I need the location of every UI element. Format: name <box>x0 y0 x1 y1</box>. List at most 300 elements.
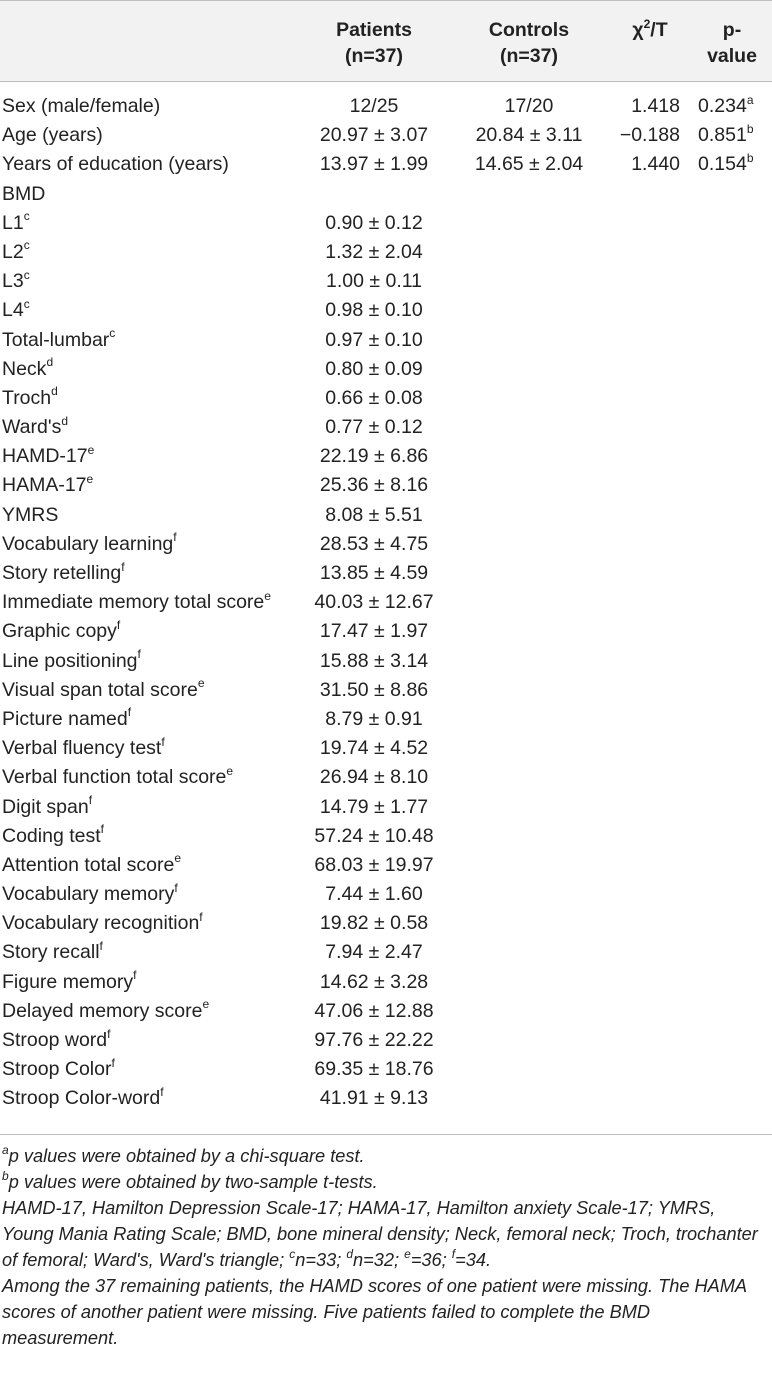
row-label <box>0 734 298 763</box>
row-label <box>0 238 298 267</box>
cell-controls <box>450 267 608 296</box>
header-p-line2: value <box>707 45 757 67</box>
cell-patients-text: 12/25 <box>349 95 399 117</box>
cell-patients <box>298 501 450 530</box>
footnote-a-text: p values were obtained by a chi-square test. <box>8 1145 365 1166</box>
table-row <box>0 471 772 500</box>
footnote-f-text: =34. <box>455 1249 492 1270</box>
cell-patients <box>298 1026 450 1055</box>
table-row <box>0 559 772 588</box>
row-label-text: Age (years) <box>2 124 103 147</box>
footnote-d-marker: d <box>346 1246 354 1261</box>
cell-patients <box>298 530 450 559</box>
cell-patients-text: 20.97 ± 3.07 <box>319 124 429 147</box>
header-blank <box>0 1 298 82</box>
row-label-text: Graphic copy <box>2 620 117 643</box>
cell-patients <box>298 326 450 355</box>
cell-controls <box>450 296 608 325</box>
cell-patients <box>298 413 450 442</box>
cell-patients <box>298 880 450 909</box>
cell-p-value-text: 0.851 <box>698 124 747 147</box>
row-label-text: L1 <box>2 211 24 234</box>
row-label-superscript: e <box>197 676 205 691</box>
cell-p-value <box>692 326 772 355</box>
cell-controls <box>450 647 608 676</box>
cell-statistic <box>608 82 692 122</box>
cell-controls <box>450 617 608 646</box>
cell-controls <box>450 734 608 763</box>
header-patients <box>298 1 450 82</box>
cell-controls <box>450 238 608 267</box>
cell-p-value <box>692 938 772 967</box>
row-label-text: Delayed memory score <box>2 999 203 1022</box>
table-row <box>0 676 772 705</box>
row-label-superscript: f <box>137 647 141 662</box>
row-label <box>0 909 298 938</box>
cell-controls <box>450 530 608 559</box>
cell-controls <box>450 384 608 413</box>
cell-patients <box>298 851 450 880</box>
cell-p-value <box>692 442 772 471</box>
table-body <box>0 82 772 1114</box>
footnote-missing-text: Among the 37 remaining patients, the HAMD scores of one patient were missing. The HAMA scores of another patient were missing. Five patients failed to complete the BMD measurement. <box>2 1275 747 1348</box>
cell-patients-text: 14.62 ± 3.28 <box>319 970 429 993</box>
row-label-superscript: e <box>87 442 95 457</box>
cell-p-value <box>692 530 772 559</box>
row-label <box>0 530 298 559</box>
cell-p-value <box>692 880 772 909</box>
cell-patients-text: 41.91 ± 9.13 <box>319 1087 429 1110</box>
cell-controls <box>450 1084 608 1113</box>
cell-patients <box>298 822 450 851</box>
row-label <box>0 180 298 209</box>
table-row <box>0 588 772 617</box>
cell-controls <box>450 705 608 734</box>
footnote-f-marker: f <box>451 1246 456 1261</box>
cell-statistic <box>608 530 692 559</box>
cell-controls-text: 14.65 ± 2.04 <box>474 153 584 176</box>
footnote-d-text: n=32; <box>353 1249 405 1270</box>
cell-p-value <box>692 909 772 938</box>
table-row <box>0 938 772 967</box>
table-row <box>0 1055 772 1084</box>
row-label <box>0 413 298 442</box>
row-label-text: Verbal fluency test <box>2 737 162 760</box>
cell-patients <box>298 384 450 413</box>
cell-patients-text: 28.53 ± 4.75 <box>319 532 429 555</box>
row-label-superscript: c <box>23 267 30 282</box>
cell-p-value-superscript: a <box>746 92 754 107</box>
row-label-text: Coding test <box>2 824 101 847</box>
cell-statistic-text: −0.188 <box>619 124 680 147</box>
cell-patients <box>298 705 450 734</box>
footnote-c-text: n=33; <box>295 1249 347 1270</box>
cell-statistic <box>608 793 692 822</box>
header-patients-line2: (n=37) <box>345 45 403 67</box>
table-row <box>0 150 772 179</box>
cell-statistic <box>608 763 692 792</box>
cell-controls <box>450 501 608 530</box>
row-label-superscript: e <box>264 588 271 603</box>
footnote-e-text: =36; <box>410 1249 452 1270</box>
cell-controls <box>450 938 608 967</box>
row-label-superscript: c <box>23 296 30 311</box>
row-label <box>0 851 298 880</box>
cell-patients-text: 13.97 ± 1.99 <box>319 153 429 176</box>
row-label <box>0 997 298 1026</box>
cell-statistic <box>608 617 692 646</box>
table-row <box>0 793 772 822</box>
table-row <box>0 1026 772 1055</box>
row-label <box>0 705 298 734</box>
table-row <box>0 267 772 296</box>
cell-controls <box>450 121 608 150</box>
row-label <box>0 822 298 851</box>
cell-controls <box>450 822 608 851</box>
row-label-superscript: f <box>127 705 132 720</box>
row-label-superscript: c <box>109 326 116 340</box>
row-label-text: Story retelling <box>2 562 122 584</box>
row-label <box>0 559 298 588</box>
cell-p-value <box>692 121 772 150</box>
cell-controls <box>450 1026 608 1055</box>
table-row <box>0 1084 772 1113</box>
row-label-superscript: e <box>226 763 234 778</box>
cell-statistic <box>608 442 692 471</box>
row-label <box>0 647 298 676</box>
header-p-value <box>692 1 772 82</box>
cell-p-value <box>692 267 772 296</box>
cell-statistic <box>608 1026 692 1055</box>
cell-controls <box>450 209 608 238</box>
header-patients-line1: Patients <box>336 19 412 41</box>
cell-patients-text: 31.50 ± 8.86 <box>319 678 429 701</box>
cell-patients-text: 7.44 ± 1.60 <box>325 883 423 906</box>
cell-p-value <box>692 471 772 500</box>
row-label-superscript: f <box>133 968 137 983</box>
row-label-superscript: e <box>174 851 182 866</box>
cell-statistic <box>608 355 692 384</box>
table-row <box>0 296 772 325</box>
cell-patients <box>298 471 450 500</box>
cell-patients <box>298 676 450 705</box>
table-row <box>0 413 772 442</box>
cell-statistic <box>608 413 692 442</box>
row-label <box>0 355 298 384</box>
cell-patients-text: 0.80 ± 0.09 <box>325 357 423 380</box>
header-controls <box>450 1 608 82</box>
row-label-text: Line positioning <box>2 649 138 672</box>
cell-patients <box>298 150 450 179</box>
cell-statistic <box>608 559 692 588</box>
table-row <box>0 121 772 150</box>
table-row <box>0 209 772 238</box>
row-label <box>0 471 298 500</box>
cell-statistic-text: 1.418 <box>631 95 680 117</box>
cell-statistic <box>608 180 692 209</box>
cell-statistic <box>608 1084 692 1113</box>
table-row <box>0 617 772 646</box>
cell-p-value <box>692 734 772 763</box>
row-label-superscript: f <box>111 1055 115 1070</box>
row-label-text: Story recall <box>2 941 100 964</box>
row-label <box>0 150 298 179</box>
cell-patients-text: 47.06 ± 12.88 <box>314 999 434 1022</box>
footnote-e-marker: e <box>404 1246 411 1261</box>
cell-p-value <box>692 238 772 267</box>
cell-statistic <box>608 121 692 150</box>
row-label-text: BMD <box>2 182 46 205</box>
cell-patients-text: 19.74 ± 4.52 <box>319 737 429 760</box>
cell-patients <box>298 442 450 471</box>
cell-p-value <box>692 588 772 617</box>
cell-patients <box>298 938 450 967</box>
row-label-text: Verbal function total score <box>2 766 227 789</box>
row-label-superscript: c <box>23 238 30 253</box>
row-label <box>0 676 298 705</box>
cell-statistic <box>608 734 692 763</box>
cell-controls <box>450 880 608 909</box>
table-row <box>0 734 772 763</box>
row-label-superscript: f <box>99 938 103 953</box>
row-label <box>0 1026 298 1055</box>
cell-statistic <box>608 676 692 705</box>
row-label <box>0 501 298 530</box>
cell-p-value <box>692 997 772 1026</box>
row-label <box>0 442 298 471</box>
cell-controls <box>450 442 608 471</box>
cell-patients <box>298 209 450 238</box>
cell-statistic <box>608 1055 692 1084</box>
cell-p-value <box>692 676 772 705</box>
row-label-superscript: e <box>202 997 210 1012</box>
row-label-text: Stroop Color <box>2 1058 112 1081</box>
cell-controls <box>450 150 608 179</box>
row-label <box>0 1084 298 1113</box>
row-label-text: Digit span <box>2 795 89 818</box>
row-label-text: Total-lumbar <box>2 328 110 351</box>
footnote-a <box>2 1143 768 1169</box>
cell-p-value-superscript: b <box>746 150 754 165</box>
cell-p-value-text: 0.154 <box>698 153 747 176</box>
cell-patients-text: 26.94 ± 8.10 <box>319 766 429 789</box>
cell-statistic <box>608 326 692 355</box>
cell-statistic <box>608 968 692 997</box>
cell-statistic <box>608 880 692 909</box>
table-row <box>0 822 772 851</box>
cell-p-value <box>692 384 772 413</box>
cell-controls <box>450 588 608 617</box>
table-row <box>0 501 772 530</box>
row-label-text: Neck <box>2 357 47 380</box>
cell-controls <box>450 471 608 500</box>
cell-controls-text: 20.84 ± 3.11 <box>475 124 583 147</box>
table-row <box>0 968 772 997</box>
footnote-a-marker: a <box>2 1142 9 1157</box>
row-label-superscript: d <box>46 355 54 370</box>
cell-patients <box>298 909 450 938</box>
row-label-text: Vocabulary memory <box>2 883 175 906</box>
footnote-b-text: p values were obtained by two-sample t-tests. <box>8 1171 378 1192</box>
row-label-superscript: f <box>173 530 177 545</box>
cell-patients <box>298 296 450 325</box>
row-label-text: Stroop word <box>2 1029 108 1051</box>
row-label <box>0 326 298 355</box>
cell-patients <box>298 559 450 588</box>
cell-patients-text: 7.94 ± 2.47 <box>325 941 423 964</box>
header-statistic-base: χ <box>632 19 644 41</box>
cell-p-value <box>692 296 772 325</box>
cell-p-value <box>692 355 772 384</box>
cell-patients-text: 14.79 ± 1.77 <box>319 795 429 818</box>
cell-controls <box>450 355 608 384</box>
cell-p-value <box>692 647 772 676</box>
cell-controls <box>450 326 608 355</box>
table-row <box>0 355 772 384</box>
row-label-superscript: f <box>121 559 125 574</box>
row-label-text: Vocabulary learning <box>2 532 174 555</box>
row-label-text: Attention total score <box>2 853 175 876</box>
row-label-superscript: f <box>199 909 203 924</box>
cell-p-value <box>692 763 772 792</box>
cell-patients <box>298 793 450 822</box>
table-row <box>0 326 772 355</box>
row-label <box>0 938 298 967</box>
cell-patients-text: 0.90 ± 0.12 <box>325 211 423 234</box>
cell-statistic <box>608 851 692 880</box>
cell-patients <box>298 588 450 617</box>
cell-controls <box>450 676 608 705</box>
row-label-superscript: f <box>174 880 178 895</box>
cell-patients <box>298 617 450 646</box>
table-row <box>0 530 772 559</box>
cell-statistic <box>608 209 692 238</box>
cell-p-value <box>692 82 772 122</box>
cell-controls <box>450 997 608 1026</box>
cell-patients-text: 0.77 ± 0.12 <box>325 416 423 439</box>
cell-patients-text: 15.88 ± 3.14 <box>319 649 429 672</box>
cell-p-value-superscript: b <box>746 121 754 136</box>
cell-patients <box>298 647 450 676</box>
cell-patients-text: 0.66 ± 0.08 <box>325 386 423 409</box>
cell-statistic <box>608 471 692 500</box>
cell-p-value <box>692 1084 772 1113</box>
row-label-superscript: d <box>51 384 58 399</box>
row-label-text: Figure memory <box>2 970 134 993</box>
row-label-text: Visual span total score <box>2 678 198 701</box>
cell-patients-text: 25.36 ± 8.16 <box>319 474 429 497</box>
row-label <box>0 121 298 150</box>
cell-controls <box>450 1055 608 1084</box>
cell-p-value <box>692 180 772 209</box>
row-label <box>0 763 298 792</box>
row-label <box>0 267 298 296</box>
cell-p-value <box>692 413 772 442</box>
cell-statistic-text: 1.440 <box>631 153 680 176</box>
table-row <box>0 763 772 792</box>
row-label-superscript: d <box>61 413 69 428</box>
cell-p-value <box>692 705 772 734</box>
cell-patients <box>298 267 450 296</box>
header-statistic-sup: 2 <box>643 16 651 31</box>
cell-patients-text: 1.32 ± 2.04 <box>325 240 423 263</box>
footnote-c-marker: c <box>289 1246 296 1261</box>
cell-patients <box>298 82 450 122</box>
row-label-superscript: f <box>160 1084 164 1099</box>
row-label <box>0 82 298 122</box>
cell-statistic <box>608 296 692 325</box>
table-row <box>0 384 772 413</box>
row-label <box>0 617 298 646</box>
table-row <box>0 442 772 471</box>
cell-statistic <box>608 705 692 734</box>
cell-controls <box>450 851 608 880</box>
row-label <box>0 296 298 325</box>
table-row <box>0 238 772 267</box>
cell-p-value <box>692 150 772 179</box>
cell-statistic <box>608 238 692 267</box>
table-row <box>0 705 772 734</box>
cell-patients <box>298 968 450 997</box>
cell-patients <box>298 734 450 763</box>
header-controls-line2: (n=37) <box>500 45 558 67</box>
cell-controls <box>450 413 608 442</box>
row-label-superscript: f <box>116 617 121 632</box>
cell-patients-text: 22.19 ± 6.86 <box>319 445 429 468</box>
row-label-text: Immediate memory total score <box>2 591 265 614</box>
cell-statistic <box>608 384 692 413</box>
row-label <box>0 588 298 617</box>
cell-patients <box>298 355 450 384</box>
cell-p-value <box>692 559 772 588</box>
cell-patients-text: 97.76 ± 22.22 <box>314 1029 434 1051</box>
cell-patients-text: 17.47 ± 1.97 <box>319 620 429 643</box>
cell-statistic <box>608 822 692 851</box>
row-label <box>0 793 298 822</box>
table-row <box>0 82 772 122</box>
cell-patients <box>298 997 450 1026</box>
footnote-abbr-text: HAMD-17, Hamilton Depression Scale-17; HAMA-17, Hamilton anxiety Scale-17; YMRS, Young Mania Rating Scale; BMD, bone mineral density; Neck, femoral neck; Troch, trochanter of femoral; Ward's, Ward's triangle; <box>2 1197 758 1270</box>
header-p-line1: p- <box>722 19 742 41</box>
cell-patients-text: 1.00 ± 0.11 <box>326 270 422 293</box>
row-label-superscript: e <box>86 471 94 486</box>
row-label <box>0 968 298 997</box>
cell-patients <box>298 180 450 209</box>
row-label-text: YMRS <box>2 503 59 526</box>
cell-patients <box>298 121 450 150</box>
cell-patients-text: 8.08 ± 5.51 <box>325 503 423 526</box>
cell-statistic <box>608 938 692 967</box>
cell-patients-text: 0.97 ± 0.10 <box>325 328 423 351</box>
cell-p-value-text: 0.234 <box>698 95 747 117</box>
row-label-text: L3 <box>2 270 24 293</box>
cell-controls <box>450 968 608 997</box>
row-label <box>0 1055 298 1084</box>
row-label-text: Picture named <box>2 707 128 730</box>
footnote-b <box>2 1169 768 1195</box>
row-label-text: HAMA-17 <box>2 474 87 497</box>
cell-p-value <box>692 822 772 851</box>
cell-statistic <box>608 909 692 938</box>
cell-p-value <box>692 209 772 238</box>
cell-p-value <box>692 1055 772 1084</box>
cell-patients-text: 8.79 ± 0.91 <box>325 707 423 730</box>
header-statistic <box>608 1 692 82</box>
cell-patients <box>298 763 450 792</box>
cell-statistic <box>608 647 692 676</box>
row-label-superscript: f <box>88 793 93 807</box>
cell-patients-text: 0.98 ± 0.10 <box>325 299 423 322</box>
